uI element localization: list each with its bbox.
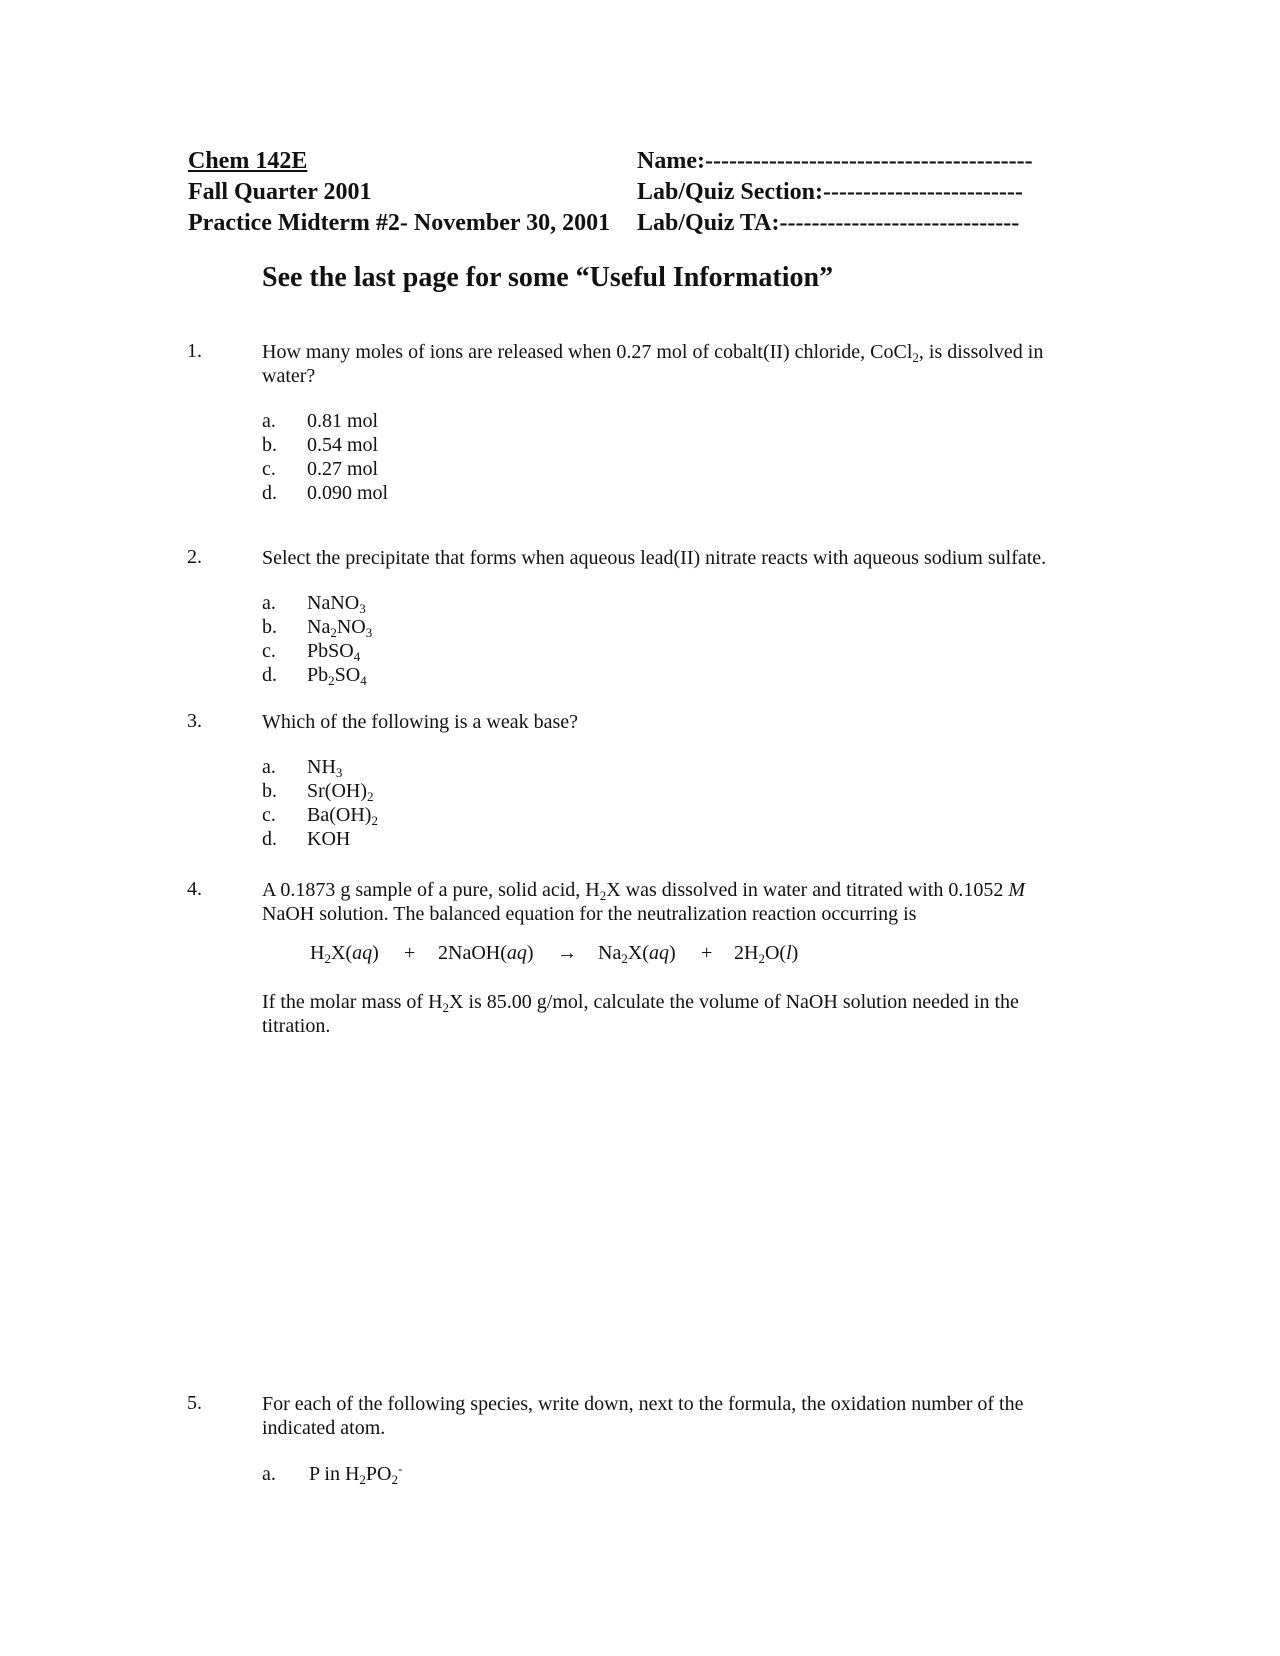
question-5-number: 5. — [187, 1392, 202, 1414]
q2-option-c-letter: c. — [262, 640, 276, 662]
equation-reactant-2: 2NaOH(aq) — [438, 942, 534, 964]
q2-option-a-value: NaNO$_3$ — [307, 592, 366, 616]
q5-option-a-letter: a. — [262, 1463, 276, 1485]
question-4-text: A 0.1873 g sample of a pure, solid acid, $H_2X$ was dissolved in water and titrated with 0.1052 M NaOH solution. The balanced equation for the neutralization reaction occurring is — [262, 879, 1026, 925]
q3-option-c-letter: c. — [262, 804, 276, 826]
q3-option-a-letter: a. — [262, 756, 276, 778]
q1-option-c-value: 0.27 mol — [307, 458, 379, 480]
q3-option-d-letter: d. — [262, 828, 277, 850]
question-2-number: 2. — [187, 546, 202, 568]
q1-option-a-value: 0.81 mol — [307, 410, 379, 432]
section-field-label: Lab/Quiz Section:------------------------- — [637, 179, 1023, 205]
question-4-number: 4. — [187, 878, 202, 900]
quarter-label: Fall Quarter 2001 — [188, 179, 372, 205]
equation-plus-1: + — [404, 942, 416, 964]
equation-product-1: $Na_2X(aq)$ — [598, 942, 676, 966]
q2-option-b-letter: b. — [262, 616, 277, 638]
exam-title: Practice Midterm #2- November 30, 2001 — [188, 210, 611, 236]
name-field-label: Name:----------------------------------------- — [637, 148, 1033, 174]
q2-option-a-letter: a. — [262, 592, 276, 614]
q3-option-a-value: $NH_3$ — [307, 756, 343, 780]
q1-option-b-value: 0.54 mol — [307, 434, 379, 456]
q2-option-c-value: PbSO$_4$ — [307, 640, 361, 664]
q1-option-d-value: 0.090 mol — [307, 482, 389, 504]
question-2-text: Select the precipitate that forms when aqueous lead(II) nitrate reacts with aqueous sodium sulfate. — [262, 547, 1047, 569]
q1-option-d-letter: d. — [262, 482, 277, 504]
q3-option-b-letter: b. — [262, 780, 277, 802]
q1-option-c-letter: c. — [262, 458, 276, 480]
equation-product-2: $2H_2O(l)$ — [734, 942, 799, 966]
useful-information-note: See the last page for some “Useful Information” — [262, 262, 834, 293]
ta-field-label: Lab/Quiz TA:------------------------------ — [637, 210, 1020, 236]
q3-option-d-value: KOH — [307, 828, 351, 850]
q1-option-a-letter: a. — [262, 410, 276, 432]
question-3-number: 3. — [187, 710, 202, 732]
course-title: Chem 142E — [188, 148, 308, 174]
equation-arrow: → — [557, 942, 577, 964]
question-3-text: Which of the following is a weak base? — [262, 711, 579, 733]
equation-reactant-1: $H_2X(aq)$ — [310, 942, 379, 966]
q2-option-d-letter: d. — [262, 664, 277, 686]
q1-option-b-letter: b. — [262, 434, 277, 456]
q5-option-a-value: P in $H_2PO_2^-$ — [309, 1461, 403, 1487]
q2-option-d-value: $Pb_2SO_4$ — [307, 664, 367, 688]
q2-option-b-value: $Na_2NO_3$ — [307, 616, 373, 640]
question-4-followup: If the molar mass of $H_2X$ is 85.00 g/mol, calculate the volume of NaOH solution needed in the titration. — [262, 991, 1019, 1037]
q3-option-b-value: $Sr(OH)_2$ — [307, 780, 374, 804]
question-5-text: For each of the following species, write down, next to the formula, the oxidation number of the indicated atom. — [262, 1393, 1024, 1439]
q3-option-c-value: $Ba(OH)_2$ — [307, 804, 378, 828]
question-1-number: 1. — [187, 340, 202, 362]
equation-plus-2: + — [701, 942, 713, 964]
question-1-text: How many moles of ions are released when 0.27 mol of cobalt(II) chloride, CoCl$_2$, is dissolved in water? — [262, 341, 1044, 387]
